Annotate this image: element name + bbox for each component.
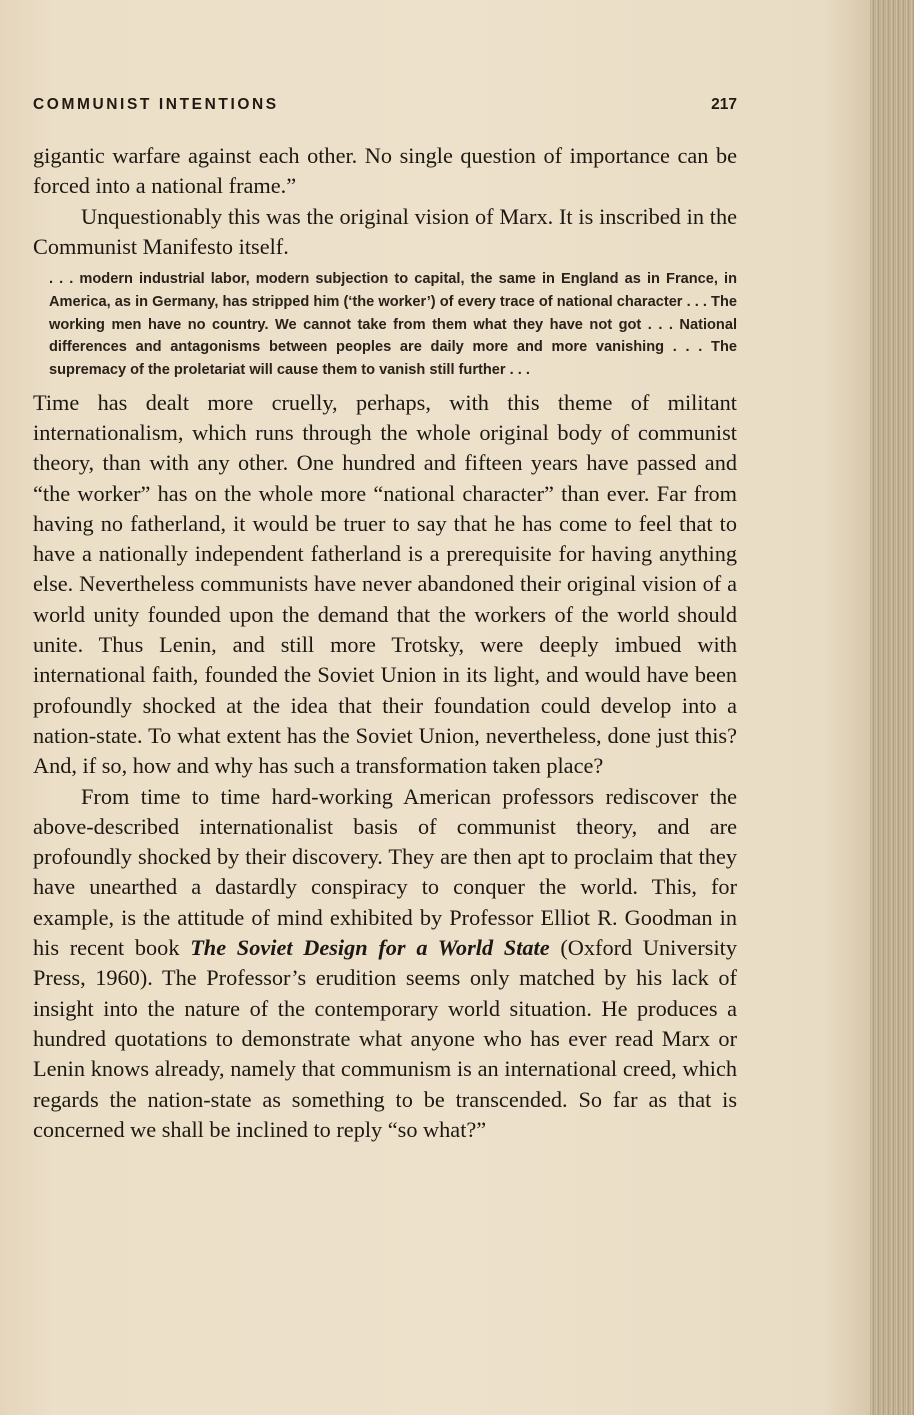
block-quote-manifesto: . . . modern industrial labor, modern subjection to capital, the same in England as in France, in America, as in Germany, has stripped him (‘the worker’) of every trace of national character . . . The working men have no country. We cannot take from them what they have not got . . . National differences and antagonisms between peoples are daily more and more vanishing . . . The supremacy of the proletariat will cause them to vanish still further . . . [49, 271, 737, 378]
book-title: The Soviet Design for a World State [190, 935, 550, 961]
page-header [33, 96, 737, 120]
paragraph-professors-text-a: From time to time hard-working American professors rediscover the above-described internationalist basis of communist theory, and are profoundly shocked by their discovery. They are then apt to proclaim that they have unearthed a dastardly conspiracy to conquer the world. This, for example, is the attitude of mind exhibited by Professor Elliot R. Goodman in his recent book [33, 783, 737, 961]
paragraph-manifesto-intro: Unquestionably this was the original vision of Marx. It is inscribed in the Communist Manifesto itself. [33, 203, 737, 259]
page-edge-shadow [870, 0, 914, 1415]
running-head: COMMUNIST INTENTIONS [33, 96, 279, 113]
paragraph-continued: gigantic warfare against each other. No single question of importance can be forced into a national frame.” [33, 143, 737, 199]
page-body [33, 141, 737, 1145]
paragraph-professors-text-b: (Oxford University Press, 1960). The Professor’s erudition seems only matched by his lack of insight into the nature of the contemporary world situation. He produces a hundred quotations to demonstrate what anyone who has ever read Marx or Lenin knows already, namely that communism is an international creed, which regards the nation-state as something to be transcended. So far as that is concerned we shall be inclined to reply “so what?” [33, 935, 737, 1142]
page-number: 217 [711, 96, 737, 113]
paragraph-internationalism: Time has dealt more cruelly, perhaps, with this theme of militant internationalism, which runs through the whole original body of communist theory, than with any other. One hundred and fifteen years have passed and “the worker” has on the whole more “national character” than ever. Far from having no fatherland, it would be truer to say that he has come to feel that to have a nationally independent fatherland is a prerequisite for having anything else. Nevertheless communists have never abandoned their original vision of a world unity founded upon the demand that the workers of the world should unite. Thus Lenin, and still more Trotsky, were deeply imbued with international faith, founded the Soviet Union in its light, and would have been profoundly shocked at the idea that their foundation could develop into a nation-state. To what extent has the Soviet Union, nevertheless, done just this? And, if so, how and why has such a transformation taken place? [33, 389, 737, 779]
paragraph-professors [33, 782, 737, 1146]
